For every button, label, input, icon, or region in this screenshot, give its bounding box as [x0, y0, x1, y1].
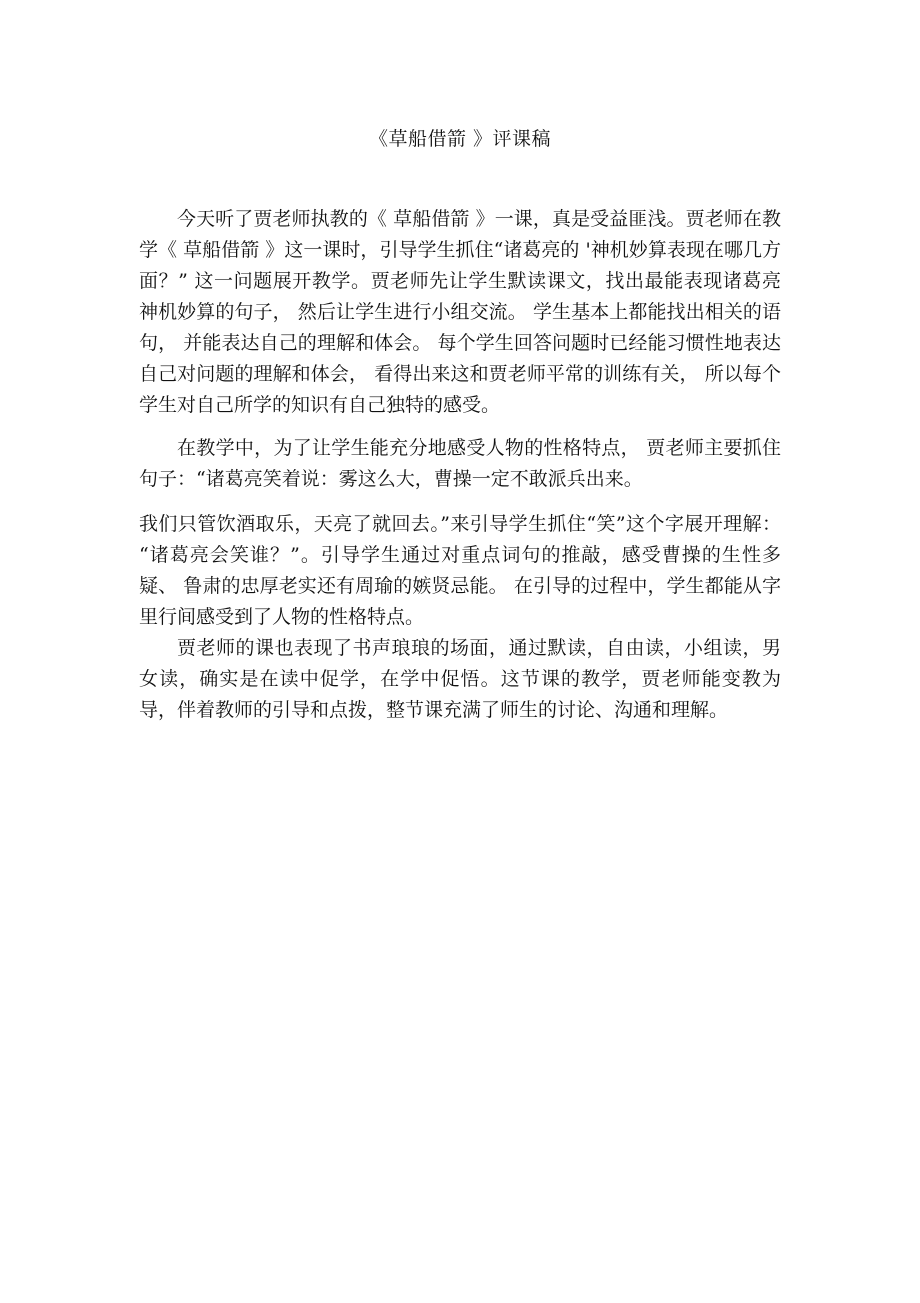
document-body	[139, 204, 781, 726]
paragraph-1: 今天听了贾老师执教的《 草船借箭 》一课，真是受益匪浅。贾老师在教学《 草船借箭 》这一课时，引导学生抓住“诸葛亮的 '神机妙算表现在哪几方面？” 这一问题展开教学。贾老师先让学生默读课文，找出最能表现诸葛亮神机妙算的句子， 然后让学生进行小组交流。 学生基本上都能找出相关的语句， 并能表达自己的理解和体会。 每个学生回答问题时已经能习惯性地表达自己对问题的理解和体会， 看得出来这和贾老师平常的训练有关， 所以每个学生对自己所学的知识有自己独特的感受。	[139, 208, 781, 416]
paragraph-2-continued: 我们只管饮酒取乐，天亮了就回去。”来引导学生抓住“笑”这个字展开理解： “诸葛亮会笑谁？”。引导学生通过对重点词句的推敲，感受曹操的生性多疑、 鲁肃的忠厚老实还有周瑜的嫉贤忌能。 在引导的过程中，学生都能从字里行间感受到了人物的性格特点。	[139, 513, 781, 628]
document-title: 《草船借箭 》评课稿	[368, 128, 552, 150]
paragraph-3: 贾老师的课也表现了书声琅琅的场面，通过默读，自由读，小组读，男女读，确实是在读中促学，在学中促悟。这节课的教学，贾老师能变教为导，伴着教师的引导和点拨，整节课充满了师生的讨论、沟通和理解。	[139, 637, 781, 721]
paragraph-2: 在教学中，为了让学生能充分地感受人物的性格特点， 贾老师主要抓住句子：“诸葛亮笑着说：雾这么大，曹操一定不敢派兵出来。	[139, 437, 781, 490]
